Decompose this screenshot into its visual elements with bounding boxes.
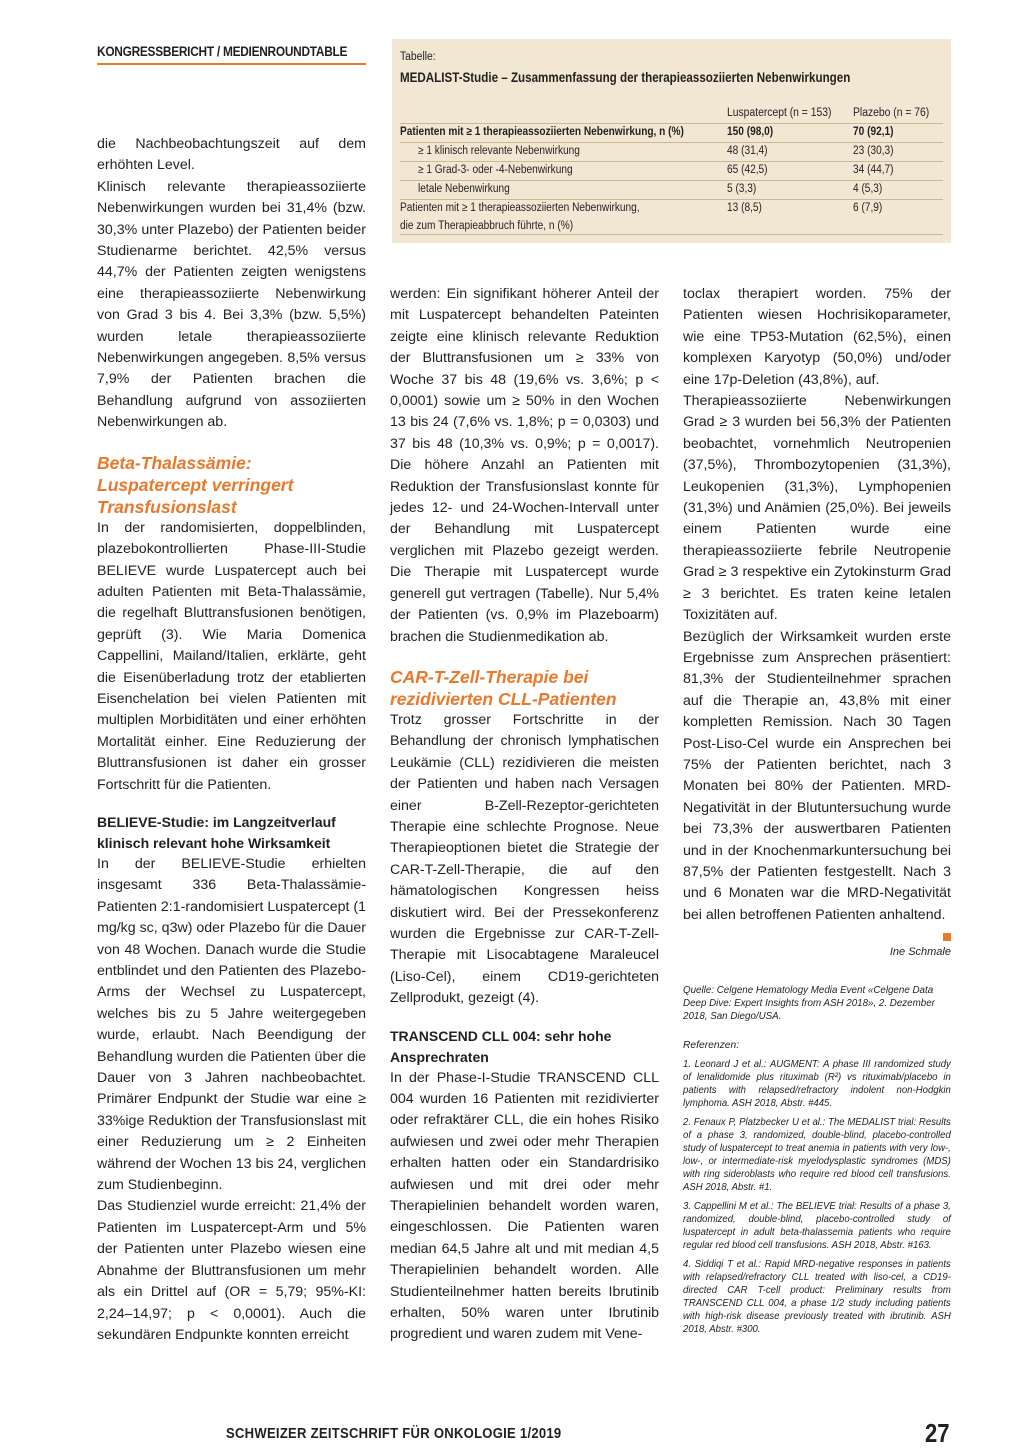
table-cell-luspatercept: 150 (98,0) [727,126,774,138]
paragraph: Trotz grosser Fortschritte in der Behandlung der chronisch lymphatischen Leukämie (CLL) rezidivieren die meisten der Patienten und haben nach Versagen einer B-Zell-Rezeptor-gerichteten Therapie eine schlechte Prognose. Neue Therapieoptionen bietet die Strategie der CAR-T-Zell-Therapie, die auf den hämatologischen Kongressen heiss diskutiert wird. Bei der Pressekonferenz wurden die Ergebnisse zur CAR-T-Zell-Therapie mit Lisocabtagene Maraleucel (Liso-Cel), einem CD19-gerichteten Zellprodukt, gezeigt (4). [390,711,659,1007]
table-col-header-luspatercept: Luspatercept (n = 153) [727,107,832,119]
paragraph: Klinisch relevante therapieassoziierte Nebenwirkungen wurden bei 31,4% (bzw. 30,3% unter Plazebo) der Patienten beider Studienarme berichtet. 42,5% versus 44,7% der Patienten zeigten wenigstens eine therapieassoziierte Nebenwirkung von Grad 3 bis 4. Bei 3,3% (bzw. 5,5%) wurden letale therapieassoziierte Nebenwirkungen angegeben. 8,5% versus 7,9% der Patienten brachen die Behandlung aufgrund von assoziierten Nebenwirkungen ab. [97,178,366,431]
table-cell-label: Patienten mit ≥ 1 therapieassoziierten Nebenwirkung, [400,202,640,214]
source-note: Quelle: Celgene Hematology Media Event «Celgene Data Deep Dive: Expert Insights from ASH 2018», 2. Dezember 2018, San Diego/USA. [683,984,935,1022]
table-cell-label-line2: die zum Therapieabbruch führte, n (%) [400,220,574,232]
section-heading: CAR-T-Zell-Therapie bei rezidivierten CLL-Patienten [390,666,617,709]
reference-item: 3. Cappellini M et al.: The BELIEVE trial: Results of a phase 3, randomized, double-blind, placebo-controlled study of luspatercept in adult beta-thalassemia patients who require regular red blood cell transfusions. ASH 2018, Abstr. #163. [683,1200,951,1251]
table-cell-plazebo: 70 (92,1) [853,126,894,138]
page-number: 27 [925,1418,950,1448]
side-effects-table [392,39,951,243]
table-row [400,180,943,199]
table-cell-plazebo: 23 (30,3) [853,145,894,157]
paragraph: werden: Ein signifikant höherer Anteil der mit Luspatercept behandelten Pateinten zeigte eine klinisch relevante Reduktion der Bluttransfusionen um ≥ 33% von Woche 37 bis 48 (19,6% vs. 3,6%; p < 0,0001) sowie um ≥ 50% in den Wochen 13 bis 24 (7,6% vs. 1,8%; p = 0,0303) und 37 bis 48 (10,3% vs. 0,9%; p = 0,0017). Die höhere Anzahl an Patienten mit Reduktion der Transfusionslast konnte für jedes 12- und 24-Wochen-Intervall unter der Behandlung mit Luspatercept verglichen mit Plazebo gezeigt werden. Die Therapie mit Luspatercept wurde generell gut vertragen (Tabelle). Nur 5,4% der Patienten (vs. 0,9% im Plazeboarm) brachen die Studienmedikation ab. [390,286,659,645]
table-row [400,123,943,142]
references-title: Referenzen: [683,1039,740,1051]
reference-item: 1. Leonard J et al.: AUGMENT: A phase III randomized study of lenalidomide plus rituximab (R²) vs rituximab/placebo in patients with relapsed/refractory indolent non-Hodgkin lymphoma. ASH 2018, Abstr. #445. [683,1058,951,1109]
subsection-heading: TRANSCEND CLL 004: sehr hohe Ansprechraten [390,1027,612,1065]
table-title: MEDALIST-Studie – Zusammenfassung der therapieassoziierten Nebenwirkungen [400,70,851,85]
paragraph: Das Studienziel wurde erreicht: 21,4% der Patienten im Luspatercept-Arm und 5% der Patienten unter Plazebo wiesen eine Abnahme der Bluttransfusionen um mehr als ein Drittel auf (OR = 5,79; 95%-KI: 2,24–14,97; p < 0,0001). Auch die sekundären Endpunkte konnten erreicht [97,1198,366,1343]
paragraph: toclax therapiert worden. 75% der Patienten wiesen Hochrisikoparameter, wie eine TP53-Mutation (62,5%), einen komplexen Karyotyp (50,0%) und/oder eine 17p-Deletion (43,8%), auf. [683,286,951,388]
table-cell-luspatercept: 48 (31,4) [727,145,768,157]
table-cell-luspatercept: 13 (8,5) [727,202,762,214]
paragraph: Therapieassoziierte Nebenwirkungen Grad ≥ 3 wurden bei 56,3% der Patienten beobachtet, vornehmlich Neutropenien (37,5%), Thrombozytopenien (31,3%), Leukopenien (31,3%), Lymphopenien (31,3%) und Anämien (25,0%). Bei jeweils einem Patienten wurde eine therapieassoziierte febrile Neutropenie Grad ≥ 3 respektive ein Zytokinsturm Grad ≥ 3 berichtet. Es traten keine letalen Toxizitäten auf. [683,393,951,624]
table-row [400,142,943,161]
paragraph: In der randomisierten, doppelblinden, plazebokontrollierten Phase-III-Studie BELIEVE wurde Luspatercept auch bei adulten Patienten mit Beta-Thalassämie, die regelhaft Bluttransfusionen benötigen, geprüft (3). Wie Maria Domenica Cappellini, Mailand/Italien, erklärte, geht die Eisenüberladung trotz der etablierten Eisenchelation bei vielen Patienten mit multiplen Morbiditäten und einer erhöhten Mortalität einher. Eine Reduzierung der Bluttransfusionen ist daher ein grosser Fortschritt für die Patienten. [97,519,366,793]
table-row [400,161,943,180]
text-column-1 [97,134,366,1346]
paragraph: In der BELIEVE-Studie erhielten insgesamt 336 Beta-Thalassämie-Patienten 2:1-randomisiert Luspatercept (1 mg/kg sc, q3w) oder Plazebo für die Dauer von 48 Wochen. Danach wurde die Studie entblindet und den Patienten des Plazebo-Arms der Wechsel zu Luspatercept, welches bis zu 5 Jahre weitergegeben wurde, erlaubt. Nach Beendigung der Behandlung wurden die Patienten über die Dauer von 3 Jahren nachbeobachtet. Primärer Endpunkt der Studie war eine ≥ 33%ige Reduktion der Transfusionslast mit einer Reduzierung um ≥ 2 Einheiten während der Wochen 13 bis 24, verglichen zum Studienbeginn. [97,855,366,1194]
table-cell-label: ≥ 1 klinisch relevante Nebenwirkung [418,145,580,157]
section-label: KONGRESSBERICHT / MEDIENROUNDTABLE [97,44,348,59]
paragraph: die Nachbeobachtungszeit auf dem erhöhten Level. [97,136,366,174]
paragraph: In der Phase-I-Studie TRANSCEND CLL 004 wurden 16 Patienten mit rezidivierter oder refraktärer CLL, die ein hohes Risiko aufwiesen und zwei oder mehr Therapien erhalten hatten oder ein Standardrisiko aufwiesen und mit drei oder mehr Therapielinien behandelt worden waren, eingeschlossen. Die Patienten waren median 64,5 Jahre alt und mit median 4,5 Therapielinien behandelt worden. Alle Studienteilnehmer hatten bereits Ibrutinib erhalten, 50% waren unter Ibrutinib progredient und waren zudem mit Vene- [390,1069,659,1343]
paragraph-text: Bezüglich der Wirksamkeit wurden erste Ergebnisse zum Ansprechen präsentiert: 81,3% der Studienteilnehmer sprachen auf die Therapie an, 43,8% mit einer kompletten Remission. Nach 30 Tagen Post-Liso-Cel wurde ein Ansprechen bei 75% der Patienten berichtet, nach 3 Monaten bei 80% der Patienten. MRD-Negativität in der Blutuntersuchung wurde bei 73,3% der auswertbaren Patienten und in der Knochenmarkuntersuchung bei 87,5% der Patienten festgestellt. Nach 3 und 6 Monaten war die MRD-Negativität bei allen betroffenen Patienten anhaltend. [683,628,951,923]
header-rule [97,63,366,65]
table-cell-label: letale Nebenwirkung [418,183,510,195]
table-cell-luspatercept: 5 (3,3) [727,183,757,195]
journal-footer: SCHWEIZER ZEITSCHRIFT FÜR ONKOLOGIE 1/2019 [226,1426,562,1442]
subsection-heading: BELIEVE-Studie: im Langzeitverlauf klinisch relevant hohe Wirksamkeit [97,813,336,851]
table-row [400,199,943,235]
end-mark-icon [943,933,951,941]
author-name: Ine Schmale [889,946,951,959]
table-col-header-plazebo: Plazebo (n = 76) [853,107,930,119]
table-cell-plazebo: 4 (5,3) [853,183,883,195]
section-heading: Beta-Thalassämie: Luspatercept verringert Transfusionslast [97,452,294,517]
paragraph [683,627,951,927]
reference-item: 2. Fenaux P, Platzbecker U et al.: The MEDALIST trial: Results of a phase 3, randomized, double-blind, placebo-controlled study of luspatercept to treat anemia in patients with very low-, low-, or intermediate-risk myelodysplastic syndromes (MDS) with ring sideroblasts who require red blood cell transfusions. ASH 2018, Abstr. #1. [683,1116,951,1193]
table-cell-luspatercept: 65 (42,5) [727,164,768,176]
table-cell-plazebo: 6 (7,9) [853,202,883,214]
table-cell-label: ≥ 1 Grad-3- oder -4-Nebenwirkung [418,164,573,176]
table-bottom-rule [400,234,943,235]
text-column-2 [390,284,659,1346]
text-column-3 [683,284,951,1336]
table-cell-label: Patienten mit ≥ 1 therapieassoziierten Nebenwirkung, n (%) [400,126,684,138]
table-cell-plazebo: 34 (44,7) [853,164,894,176]
table-caption: Tabelle: [400,51,436,63]
reference-item: 4. Siddiqi T et al.: Rapid MRD-negative responses in patients with relapsed/refractory CLL treated with liso-cel, a CD19-directed CAR T-cell product: Preliminary results from TRANSCEND CLL 004, a phase 1/2 study including patients with high-risk disease previously treated with ibrutinib. ASH 2018, Abstr. #300. [683,1258,951,1335]
